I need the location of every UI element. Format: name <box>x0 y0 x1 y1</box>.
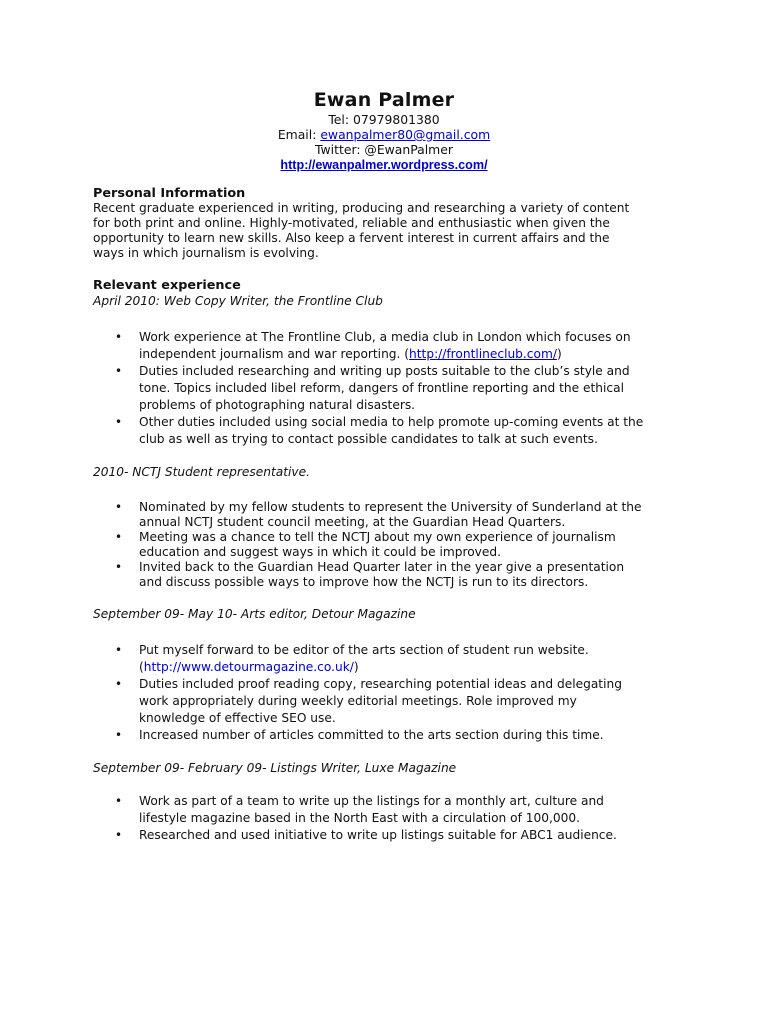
bullet-item: • Work experience at The Frontline Club, a media club in London which focuses on independent journalism and war reporting. (http://frontlineclub.com/) <box>93 329 688 363</box>
personal-info-heading: Personal Information <box>93 186 246 201</box>
bullet-item: • Nominated by my fellow students to represent the University of Sunderland at the annual NCTJ student council meeting, at the Guardian Head Quarters. <box>93 500 688 530</box>
bullet-item: • Increased number of articles committed to the arts section during this time. <box>93 727 688 744</box>
bullet-item: • Meeting was a chance to tell the NCTJ about my own experience of journalism education and suggest ways in which it could be improved. <box>93 530 688 560</box>
twitter-line: Twitter: @EwanPalmer <box>315 142 453 157</box>
cv-body <box>93 186 688 844</box>
bullet-item: • Researched and used initiative to write up listings suitable for ABC1 audience. <box>93 827 688 844</box>
email-line <box>0 127 768 142</box>
cv-header <box>0 0 768 173</box>
bullet-item: • Put myself forward to be editor of the arts section of student run website. (http://www.detourmagazine.co.uk/) <box>93 642 688 676</box>
candidate-name: Ewan Palmer <box>313 89 455 111</box>
job-title: 2010- NCTJ Student representative. <box>93 465 311 479</box>
website-line <box>0 157 768 173</box>
frontlineclub-link[interactable]: http://frontlineclub.com/ <box>409 347 557 361</box>
personal-line: for both print and online. Highly-motivated, reliable and enthusiastic when given the <box>93 216 610 230</box>
job-title: September 09- February 09- Listings Writer, Luxe Magazine <box>93 761 457 775</box>
job-bullets <box>93 793 688 844</box>
phone-line: Tel: 07979801380 <box>328 112 440 127</box>
personal-line: Recent graduate experienced in writing, producing and researching a variety of content <box>93 201 630 215</box>
bullet-item: • Work as part of a team to write up the listings for a monthly art, culture and lifestyle magazine based in the North East with a circulation of 100,000. <box>93 793 688 827</box>
job-title: September 09- May 10- Arts editor, Detour Magazine <box>93 607 416 621</box>
email-link[interactable]: ewanpalmer80@gmail.com <box>320 127 491 142</box>
detourmagazine-link[interactable]: http://www.detourmagazine.co.uk/ <box>143 660 354 674</box>
bullet-item: • Duties included proof reading copy, researching potential ideas and delegating work appropriately during weekly editorial meetings. Role improved my knowledge of effective SEO use. <box>93 676 688 727</box>
job-bullets <box>93 642 688 744</box>
job-bullets <box>93 500 688 590</box>
personal-line: opportunity to learn new skills. Also keep a fervent interest in current affairs and the <box>93 231 610 245</box>
bullet-item: • Other duties included using social media to help promote up-coming events at the club as well as trying to contact possible candidates to talk at such events. <box>93 414 688 448</box>
bullet-item: • Invited back to the Guardian Head Quarter later in the year give a presentation and discuss possible ways to improve how the NCTJ is run to its directors. <box>93 560 688 590</box>
job-title: April 2010: Web Copy Writer, the Frontline Club <box>93 294 383 308</box>
personal-line: ways in which journalism is evolving. <box>93 246 319 260</box>
experience-heading: Relevant experience <box>93 278 241 293</box>
email-label: Email: <box>277 127 321 142</box>
bullet-item: • Duties included researching and writing up posts suitable to the club’s style and tone. Topics included libel reform, dangers of frontline reporting and the ethical problems of photographing natural disasters. <box>93 363 688 414</box>
job-bullets <box>93 329 688 448</box>
website-link[interactable]: http://ewanpalmer.wordpress.com/ <box>280 158 488 172</box>
